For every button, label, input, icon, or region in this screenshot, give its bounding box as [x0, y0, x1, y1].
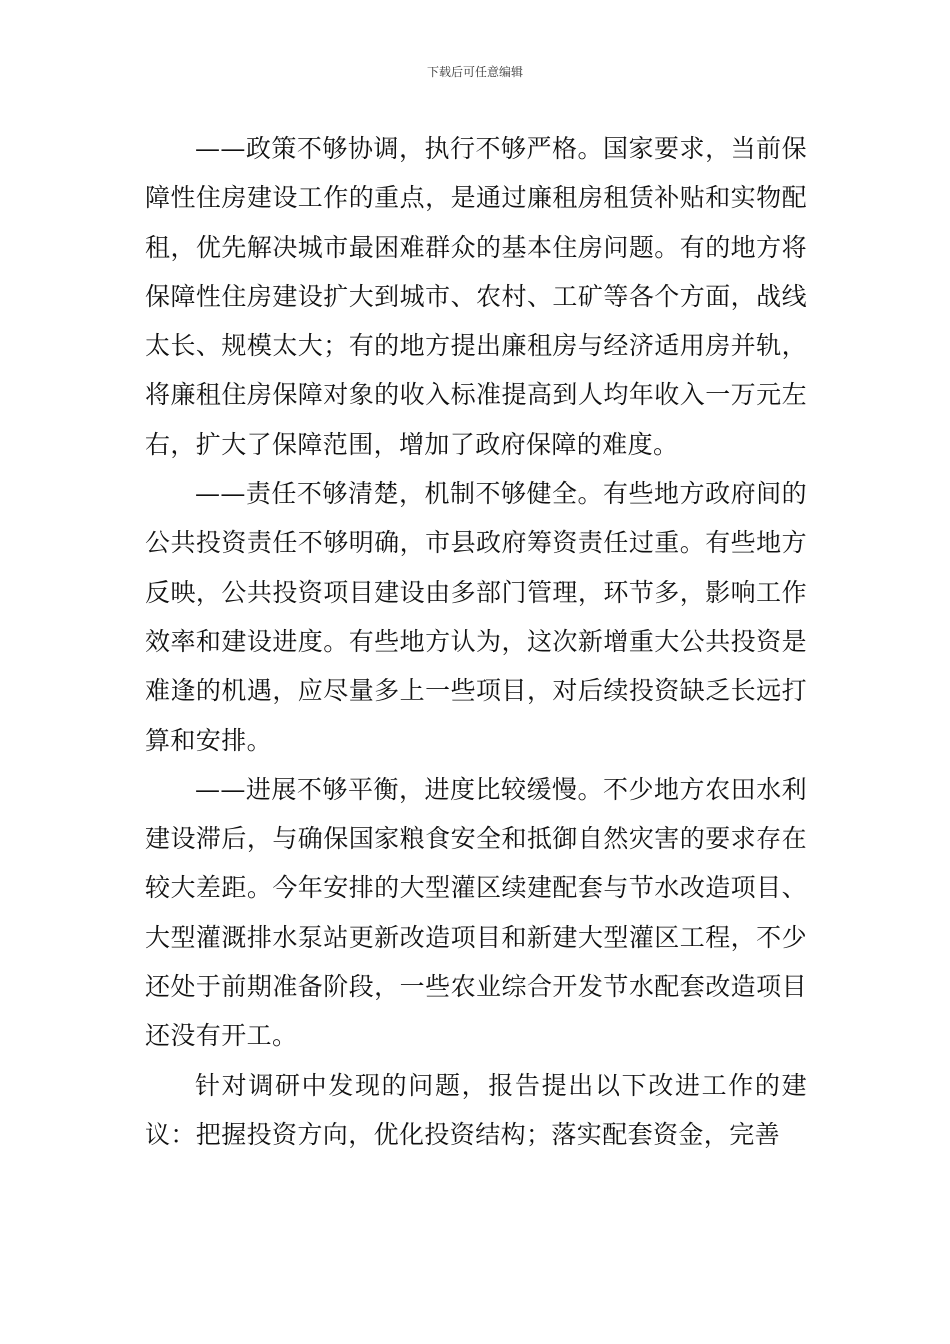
- page-header-note: 下载后可任意编辑: [426, 65, 523, 79]
- paragraph-recommendations: 针对调研中发现的问题，报告提出以下改进工作的建议：把握投资方向，优化投资结构；落实配套资金，完善: [145, 1070, 807, 1149]
- paragraph-responsibility-mechanism: ——责任不够清楚，机制不够健全。有些地方政府间的公共投资责任不够明确，市县政府筹资责任过重。有些地方反映，公共投资项目建设由多部门管理，环节多，影响工作效率和建设进度。有些地方认为，这次新增重大公共投资是难逢的机遇，应尽量多上一些项目，对后续投资缺乏长远打算和安排。: [145, 479, 807, 755]
- paragraph-policy-coordination: ——政策不够协调，执行不够严格。国家要求，当前保障性住房建设工作的重点，是通过廉租房租赁补贴和实物配租，优先解决城市最困难群众的基本住房问题。有的地方将保障性住房建设扩大到城市、农村、工矿等各个方面，战线太长、规模太大；有的地方提出廉租房与经济适用房并轨，将廉租住房保障对象的收入标准提高到人均年收入一万元左右，扩大了保障范围，增加了政府保障的难度。: [145, 134, 807, 459]
- document-body: [145, 124, 807, 1159]
- paragraph-progress-balance: ——进展不够平衡，进度比较缓慢。不少地方农田水利建设滞后，与确保国家粮食安全和抵御自然灾害的要求存在较大差距。今年安排的大型灌区续建配套与节水改造项目、大型灌溉排水泵站更新改造项目和新建大型灌区工程，不少还处于前期准备阶段，一些农业综合开发节水配套改造项目还没有开工。: [145, 774, 807, 1051]
